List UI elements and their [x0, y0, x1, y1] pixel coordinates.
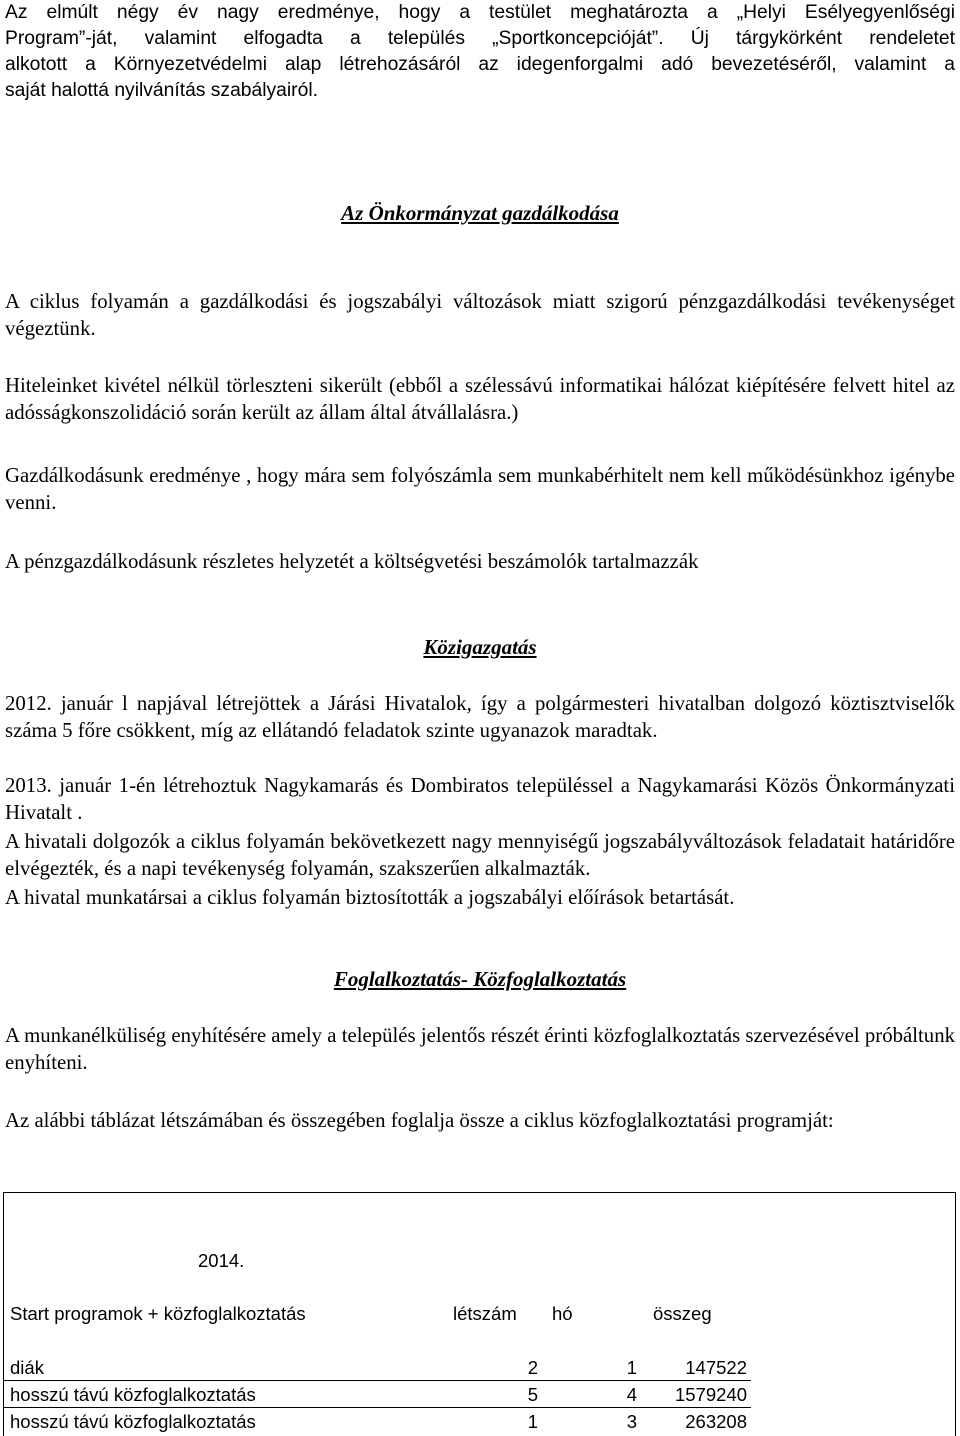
table-year: 2014.: [198, 1250, 245, 1271]
table-cell-name: hosszú távú közfoglalkoztatás: [10, 1411, 256, 1432]
table-cell-letszam: 2: [527, 1357, 538, 1378]
table-row-divider: [4, 1407, 751, 1408]
kozigazgatas-paragraph-1: 2012. január l napjával létrejöttek a Járási Hivatalok, így a polgármesteri hivatalban dolgozó köztisztviselők száma 5 főre csökkent, míg az ellátandó feladatok szinte ugyanazok maradtak.: [5, 692, 955, 742]
table-header-program: Start programok + közfoglalkoztatás: [10, 1303, 306, 1324]
intro-line-2: Program”-ját, valamint elfogadta a település „Sportkoncepcióját”. Új tárgykörként rendeletet: [5, 28, 955, 49]
kozfoglalkoztatas-table: [3, 1192, 956, 1436]
gazdalkodas-paragraph-3: Gazdálkodásunk eredménye , hogy mára sem folyószámla sem munkabérhitelt nem kell működésünkhoz igénybe venni.: [5, 464, 955, 514]
table-cell-ho: 1: [626, 1357, 637, 1378]
table-header-ho: hó: [552, 1303, 573, 1324]
table-cell-ho: 3: [626, 1411, 637, 1432]
gazdalkodas-paragraph-4: A pénzgazdálkodásunk részletes helyzetét a költségvetési beszámolók tartalmazzák: [5, 550, 699, 573]
kozigazgatas-paragraph-3: A hivatali dolgozók a ciklus folyamán bekövetkezett nagy mennyiségű jogszabályváltozások feladatait határidőre elvégezték, és a napi tevékenység folyamán, szakszerűen alkalmazták.: [5, 830, 955, 880]
heading-kozigazgatas: Közigazgatás: [423, 635, 537, 659]
kozigazgatas-paragraph-4: A hivatal munkatársai a ciklus folyamán biztosították a jogszabályi előírások betartását.: [5, 886, 735, 909]
kozigazgatas-paragraph-2: 2013. január 1-én létrehoztuk Nagykamarás és Dombiratos településsel a Nagykamarási Közös Önkormányzati Hivatalt .: [5, 774, 955, 824]
table-cell-osszeg: 263208: [685, 1411, 747, 1432]
table-cell-letszam: 1: [527, 1411, 538, 1432]
heading-foglalkoztatas: Foglalkoztatás- Közfoglalkoztatás: [333, 967, 627, 991]
table-cell-name: hosszú távú közfoglalkoztatás: [10, 1384, 256, 1405]
table-cell-ho: 4: [626, 1384, 637, 1405]
foglalkoztatas-paragraph-2: Az alábbi táblázat létszámában és összegében foglalja össze a ciklus közfoglalkoztatási programját:: [5, 1109, 834, 1132]
table-header-osszeg: összeg: [653, 1303, 712, 1324]
intro-line-3: alkotott a Környezetvédelmi alap létrehozásáról az idegenforgalmi adó bevezetéséről, valamint a: [5, 54, 955, 75]
table-cell-osszeg: 147522: [685, 1357, 747, 1378]
heading-gazdalkodas: Az Önkormányzat gazdálkodása: [341, 201, 619, 225]
gazdalkodas-paragraph-1: A ciklus folyamán a gazdálkodási és jogszabályi változások miatt szigorú pénzgazdálkodási tevékenységet végeztünk.: [5, 290, 955, 340]
table-row-divider: [4, 1380, 751, 1381]
intro-line-4: saját halottá nyilvánítás szabályairól.: [5, 80, 318, 101]
table-cell-letszam: 5: [527, 1384, 538, 1405]
gazdalkodas-paragraph-2: Hiteleinket kivétel nélkül törleszteni sikerült (ebből a szélessávú informatikai hálózat kiépítésére felvett hitel az adósságkonszolidáció során került az állam által átvállalásra.): [5, 374, 955, 424]
foglalkoztatas-paragraph-1: A munkanélküliség enyhítésére amely a település jelentős részét érinti közfoglalkoztatás szervezésével próbáltunk enyhíteni.: [5, 1024, 955, 1074]
intro-line-1: Az elmúlt négy év nagy eredménye, hogy a testület meghatározta a „Helyi Esélyegyenlőségi: [5, 2, 955, 23]
table-cell-name: diák: [10, 1357, 44, 1378]
table-cell-osszeg: 1579240: [674, 1384, 747, 1405]
table-header-letszam: létszám: [453, 1303, 517, 1324]
